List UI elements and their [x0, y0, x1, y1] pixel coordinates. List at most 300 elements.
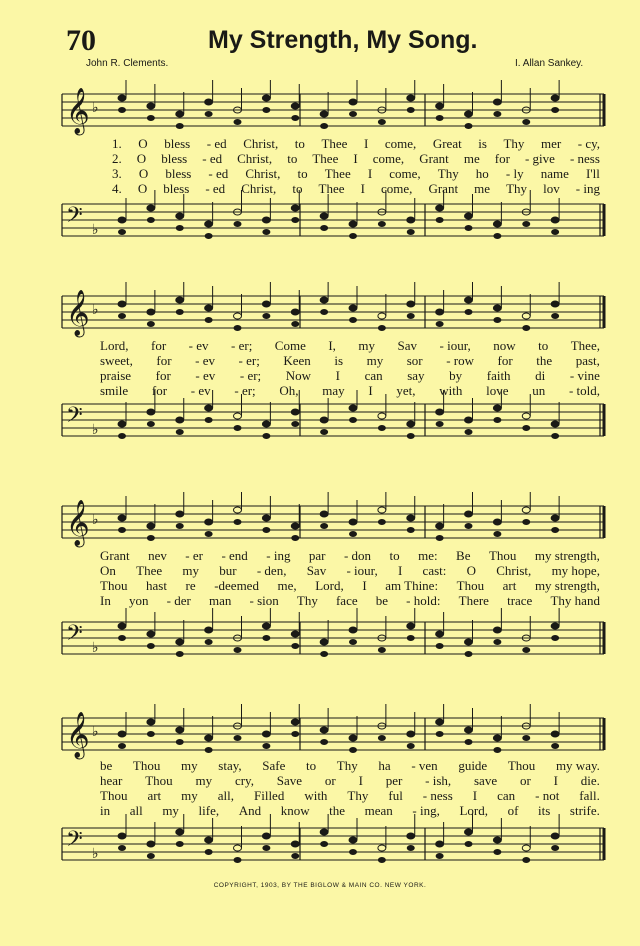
note-head — [436, 309, 444, 315]
note-head — [291, 643, 299, 649]
note-head — [465, 213, 473, 219]
note-head — [291, 535, 299, 541]
lyric-syllable: - ly — [505, 166, 524, 181]
note-head — [493, 317, 501, 323]
note-head — [407, 731, 415, 737]
lyric-syllable: di — [535, 368, 546, 383]
lyric-syllable: me, — [277, 578, 297, 593]
lyric-syllable: past, — [575, 353, 600, 368]
note-head — [551, 301, 559, 307]
lyric-syllable: Thy — [437, 166, 459, 181]
note-head — [493, 735, 501, 741]
note-head — [378, 425, 386, 431]
note-head — [205, 417, 213, 423]
note-head — [262, 229, 270, 235]
note-head — [176, 727, 184, 733]
note-head — [349, 747, 357, 753]
note-head — [407, 95, 415, 101]
lyric-syllable: die. — [580, 773, 600, 788]
music-system-1 — [0, 70, 640, 260]
lyric-syllable: know — [280, 803, 310, 818]
note-head — [522, 313, 530, 319]
note-head — [205, 317, 213, 323]
verse-line — [100, 548, 600, 564]
note-head — [349, 639, 357, 645]
note-head — [176, 297, 184, 303]
lyric-syllable: save — [474, 773, 498, 788]
note-head — [176, 523, 184, 529]
note-head — [436, 205, 444, 211]
lyric-syllable: trace — [507, 593, 533, 608]
lyric-syllable: hear — [100, 773, 123, 788]
lyric-syllable: to — [292, 181, 303, 196]
note-head — [320, 651, 328, 657]
note-head — [551, 95, 559, 101]
note-head — [551, 107, 559, 113]
note-head — [291, 103, 299, 109]
lyric-syllable: I — [397, 563, 403, 578]
treble-clef-icon: 𝄞 — [66, 712, 90, 758]
note-head — [349, 305, 357, 311]
note-head — [349, 417, 357, 423]
lyric-syllable: - row — [446, 353, 474, 368]
note-head — [522, 519, 530, 525]
note-head — [118, 217, 126, 223]
note-head — [522, 857, 530, 863]
lyric-syllable: guide — [458, 758, 488, 773]
lyric-syllable: Christ, — [496, 563, 532, 578]
note-head — [147, 309, 155, 315]
lyric-syllable: bless — [163, 181, 190, 196]
lyric-syllable: Sav — [397, 338, 418, 353]
note-head — [436, 731, 444, 737]
lyric-syllable: Thy — [503, 136, 525, 151]
note-head — [551, 743, 559, 749]
note-head — [320, 841, 328, 847]
note-head — [320, 309, 328, 315]
note-head — [522, 325, 530, 331]
note-head — [262, 623, 270, 629]
verse-line — [112, 151, 600, 167]
note-head — [262, 743, 270, 749]
lyric-syllable: ha — [378, 758, 391, 773]
note-head — [320, 523, 328, 529]
note-head — [118, 527, 126, 533]
note-head — [465, 727, 473, 733]
lyric-syllable: O — [138, 136, 148, 151]
note-head — [349, 233, 357, 239]
lyric-syllable: Thou — [507, 758, 536, 773]
lyric-syllable: Christ, — [241, 181, 277, 196]
lyric-syllable: to — [389, 548, 400, 563]
lyric-syllable: stay, — [218, 758, 242, 773]
note-head — [551, 845, 559, 851]
note-head — [320, 417, 328, 423]
note-head — [320, 429, 328, 435]
lyric-syllable: Thou — [488, 548, 517, 563]
lyric-syllable: come, — [372, 151, 405, 166]
lyric-syllable: mer — [540, 136, 562, 151]
lyric-syllable: - ness — [569, 151, 600, 166]
note-head — [262, 107, 270, 113]
lyric-syllable: be — [100, 758, 113, 773]
lyric-syllable: - not — [535, 788, 560, 803]
lyric-syllable: Come — [274, 338, 306, 353]
lyric-syllable: cast: — [422, 563, 447, 578]
note-head — [176, 123, 184, 129]
note-head — [493, 849, 501, 855]
flat-sign-icon: ♭ — [92, 302, 99, 318]
note-head — [262, 313, 270, 319]
note-head — [262, 217, 270, 223]
lyric-syllable: - er; — [239, 368, 262, 383]
note-head — [551, 515, 559, 521]
note-head — [320, 639, 328, 645]
note-head — [205, 849, 213, 855]
lyric-syllable: Thou — [100, 578, 128, 593]
verse-line — [100, 353, 600, 369]
lyric-syllable: for — [497, 353, 513, 368]
lyric-syllable: strife. — [569, 803, 600, 818]
bass-clef-icon: 𝄢 — [66, 403, 83, 433]
note-head — [262, 635, 270, 641]
note-head — [551, 217, 559, 223]
note-head — [436, 631, 444, 637]
lyric-syllable: come, — [384, 136, 417, 151]
lyric-syllable: Lord, — [315, 578, 344, 593]
note-head — [493, 531, 501, 537]
note-head — [378, 413, 386, 419]
note-head — [407, 527, 415, 533]
note-head — [436, 217, 444, 223]
note-head — [493, 99, 501, 105]
lyric-syllable: per — [385, 773, 403, 788]
verse-line — [100, 578, 600, 594]
lyric-syllable: come, — [381, 181, 413, 196]
lyric-syllable: - ed — [206, 136, 227, 151]
note-head — [147, 841, 155, 847]
lyric-syllable: par — [308, 548, 326, 563]
note-head — [118, 833, 126, 839]
bass-clef-icon: 𝄢 — [66, 203, 83, 233]
note-head — [522, 425, 530, 431]
note-head — [320, 111, 328, 117]
lyric-syllable: Thy — [336, 758, 358, 773]
note-head — [522, 735, 530, 741]
lyric-syllable: Oh, — [279, 383, 299, 398]
lyric-syllable: Thou — [456, 578, 485, 593]
lyric-syllable: to — [287, 151, 298, 166]
verse-line — [100, 368, 600, 384]
lyric-syllable: Thee — [312, 151, 339, 166]
lyric-syllable: I — [472, 788, 478, 803]
note-head — [349, 519, 357, 525]
lyric-syllable: - er; — [234, 383, 256, 398]
lyric-syllable: - ed — [208, 166, 229, 181]
lyric-syllable: for — [156, 353, 172, 368]
lyric-syllable: my — [358, 338, 376, 353]
lyric-syllable: or — [324, 773, 336, 788]
note-head — [118, 95, 126, 101]
note-head — [465, 639, 473, 645]
note-head — [147, 115, 155, 121]
lyric-syllable: un — [532, 383, 546, 398]
note-head — [234, 507, 242, 513]
note-head — [407, 313, 415, 319]
lyric-syllable: to — [306, 758, 317, 773]
note-head — [291, 217, 299, 223]
lyric-syllable: - cy, — [577, 136, 600, 151]
lyric-syllable: say — [407, 368, 425, 383]
note-head — [493, 837, 501, 843]
note-head — [147, 719, 155, 725]
lyric-syllable: And — [238, 803, 262, 818]
note-head — [176, 417, 184, 423]
note-head — [320, 727, 328, 733]
flat-sign-icon: ♭ — [92, 724, 99, 740]
lyric-syllable: my hope, — [551, 563, 600, 578]
lyric-syllable: yon — [128, 593, 149, 608]
lyric-syllable: to — [297, 166, 308, 181]
lyric-syllable: - hold: — [406, 593, 441, 608]
note-head — [291, 409, 299, 415]
lyric-syllable: Safe — [262, 758, 286, 773]
note-head — [234, 857, 242, 863]
lyric-syllable: 2. — [112, 151, 122, 166]
lyric-syllable: Be — [456, 548, 471, 563]
verse-line — [112, 166, 600, 182]
note-head — [176, 225, 184, 231]
composer-credit: I. Allan Sankey. — [515, 58, 584, 69]
lyric-syllable: sor — [406, 353, 423, 368]
lyric-syllable: ful — [388, 788, 403, 803]
note-head — [118, 731, 126, 737]
lyric-syllable: face — [335, 593, 358, 608]
note-head — [551, 623, 559, 629]
lyric-syllable: lov — [543, 181, 560, 196]
lyric-syllable: sweet, — [100, 353, 133, 368]
note-head — [176, 841, 184, 847]
note-head — [493, 305, 501, 311]
verse-line — [100, 563, 600, 579]
lyric-syllable: - ev — [195, 368, 216, 383]
lyric-syllable: Lord, — [459, 803, 488, 818]
note-head — [205, 99, 213, 105]
lyric-syllable: for — [155, 368, 171, 383]
lyric-syllable: is — [334, 353, 344, 368]
lyric-syllable: art — [502, 578, 517, 593]
lyric-syllable: fall. — [579, 788, 600, 803]
note-head — [493, 627, 501, 633]
note-head — [118, 313, 126, 319]
bass-staff-4 — [0, 814, 640, 904]
lyric-syllable: I — [363, 136, 369, 151]
note-head — [465, 225, 473, 231]
note-head — [147, 535, 155, 541]
lyric-syllable: Now — [285, 368, 312, 383]
note-head — [147, 853, 155, 859]
note-head — [291, 421, 299, 427]
note-head — [349, 531, 357, 537]
lyric-syllable: - end — [221, 548, 248, 563]
note-head — [118, 433, 126, 439]
music-system-3 — [0, 470, 640, 680]
note-head — [262, 833, 270, 839]
note-head — [407, 217, 415, 223]
lyric-syllable: Thy — [347, 788, 369, 803]
lyric-syllable: come, — [389, 166, 421, 181]
note-head — [118, 635, 126, 641]
lyric-syllable: - er — [185, 548, 203, 563]
note-head — [551, 433, 559, 439]
lyric-syllable: There — [458, 593, 489, 608]
verse-line — [100, 773, 600, 789]
note-head — [522, 413, 530, 419]
lyric-syllable: Christ, — [243, 136, 279, 151]
note-head — [551, 421, 559, 427]
note-head — [436, 115, 444, 121]
note-head — [176, 309, 184, 315]
lyric-syllable: - er; — [231, 338, 253, 353]
note-head — [436, 841, 444, 847]
lyric-syllable: - vine — [569, 368, 600, 383]
note-head — [291, 719, 299, 725]
note-head — [147, 321, 155, 327]
lyric-syllable: the — [536, 353, 553, 368]
bass-clef-icon: 𝄢 — [66, 827, 83, 857]
lyric-syllable: Thee — [324, 166, 351, 181]
note-head — [349, 627, 357, 633]
note-head — [205, 405, 213, 411]
note-head — [551, 833, 559, 839]
note-head — [465, 309, 473, 315]
treble-clef-icon: 𝄞 — [66, 88, 90, 134]
note-head — [320, 225, 328, 231]
lyric-syllable: me — [463, 151, 480, 166]
lyric-syllable: my strength, — [534, 548, 600, 563]
note-head — [349, 405, 357, 411]
lyric-syllable: Thee — [318, 181, 345, 196]
lyric-syllable: to — [538, 338, 549, 353]
note-head — [176, 639, 184, 645]
lyric-syllable: I — [362, 578, 367, 593]
note-head — [465, 417, 473, 423]
lyric-syllable: O — [466, 563, 477, 578]
lyric-syllable: I — [360, 181, 365, 196]
lyric-syllable: Thy — [296, 593, 318, 608]
lyricist-credit: John R. Clements. — [86, 58, 169, 69]
lyric-syllable: I — [335, 368, 340, 383]
note-head — [522, 647, 530, 653]
note-head — [465, 297, 473, 303]
note-head — [291, 631, 299, 637]
lyric-syllable: Grant — [100, 548, 130, 563]
lyric-syllable: -deemed — [214, 578, 259, 593]
note-head — [262, 301, 270, 307]
note-head — [176, 739, 184, 745]
lyric-syllable: - ing — [266, 548, 291, 563]
note-head — [349, 221, 357, 227]
note-head — [176, 651, 184, 657]
note-head — [262, 433, 270, 439]
lyric-syllable: bless — [164, 136, 191, 151]
lyric-syllable: am Thine: — [385, 578, 439, 593]
lyric-syllable: - ish, — [425, 773, 452, 788]
note-head — [118, 229, 126, 235]
note-head — [205, 233, 213, 239]
lyric-syllable: re — [185, 578, 196, 593]
note-head — [262, 421, 270, 427]
verse-line — [100, 593, 600, 609]
note-head — [147, 421, 155, 427]
note-head — [436, 643, 444, 649]
lyric-syllable: in — [100, 803, 111, 818]
verse-line — [100, 758, 600, 774]
lyric-syllable: Keen — [283, 353, 311, 368]
note-head — [378, 313, 386, 319]
lyric-syllable: cry, — [234, 773, 254, 788]
note-head — [551, 229, 559, 235]
note-head — [118, 743, 126, 749]
note-head — [176, 829, 184, 835]
note-head — [349, 317, 357, 323]
lyric-syllable: - sion — [249, 593, 279, 608]
lyric-syllable: mean — [364, 803, 393, 818]
lyric-syllable: the — [329, 803, 346, 818]
lyric-syllable: - don — [343, 548, 372, 563]
lyric-syllable: Thou — [132, 758, 161, 773]
note-head — [407, 301, 415, 307]
lyric-syllable: - told, — [568, 383, 600, 398]
lyric-syllable: Thou — [100, 788, 128, 803]
lyric-syllable: - den, — [256, 563, 287, 578]
verse-line — [100, 338, 600, 354]
lyric-syllable: yet, — [396, 383, 416, 398]
note-head — [291, 321, 299, 327]
copyright-line: COPYRIGHT, 1903, BY THE BIGLOW & MAIN CO. NEW YORK. — [213, 882, 427, 889]
note-head — [147, 409, 155, 415]
lyric-syllable: Thee — [136, 563, 163, 578]
lyric-syllable: is — [478, 136, 487, 151]
lyric-syllable: Thou — [145, 773, 173, 788]
lyric-syllable: life, — [198, 803, 220, 818]
flat-sign-icon: ♭ — [92, 512, 99, 528]
note-head — [118, 623, 126, 629]
lyric-syllable: Sav — [306, 563, 327, 578]
lyric-syllable: art — [147, 788, 162, 803]
lyric-syllable: to — [294, 136, 305, 151]
lyric-syllable: 4. — [112, 181, 122, 196]
lyric-syllable: my — [162, 803, 179, 818]
note-head — [349, 735, 357, 741]
note-head — [291, 731, 299, 737]
note-head — [262, 731, 270, 737]
lyric-syllable: - ness — [422, 788, 453, 803]
lyric-syllable: O — [136, 151, 147, 166]
note-head — [262, 95, 270, 101]
note-head — [522, 119, 530, 125]
lyric-syllable: my way. — [555, 758, 600, 773]
note-head — [378, 325, 386, 331]
lyric-syllable: my — [195, 773, 213, 788]
lyric-syllable: love — [486, 383, 509, 398]
note-head — [234, 425, 242, 431]
lyric-syllable: - ev — [195, 353, 215, 368]
note-head — [551, 731, 559, 737]
note-head — [378, 735, 386, 741]
lyric-syllable: all — [129, 803, 143, 818]
note-head — [205, 639, 213, 645]
